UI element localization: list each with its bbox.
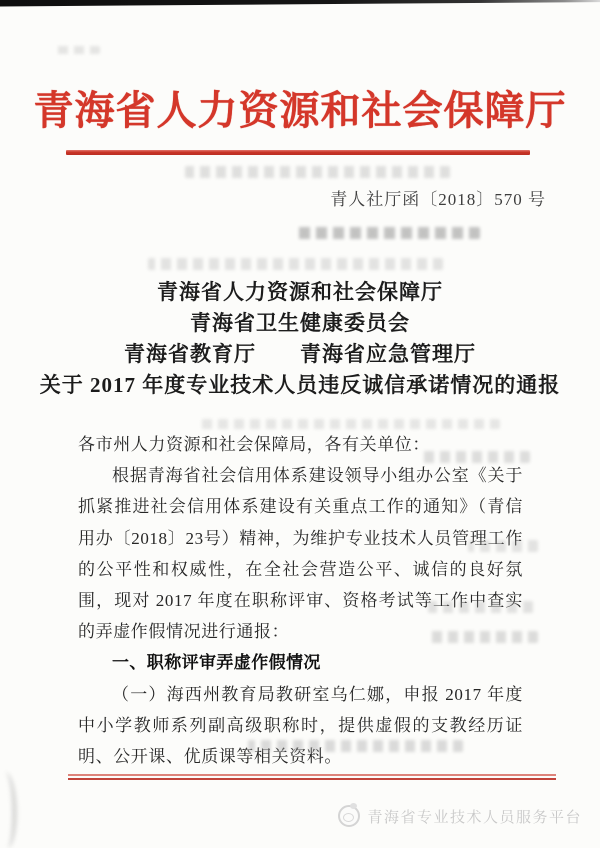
- bleed-through-artifact: [428, 601, 533, 613]
- scan-edge-artifact: [0, 0, 600, 7]
- bleed-through-artifact: [200, 419, 500, 429]
- bleed-through-artifact: [52, 46, 100, 54]
- platform-watermark: [338, 805, 582, 827]
- platform-watermark-label: 青海省专业技术人员服务平台: [367, 808, 582, 826]
- bleed-through-artifact: [148, 258, 443, 270]
- letterhead-rule: [66, 150, 530, 155]
- title-line-agency-2: 青海省卫生健康委员会: [190, 311, 410, 335]
- title-line-subject: 关于 2017 年度专业技术人员违反诚信承诺情况的通报: [39, 373, 561, 397]
- bleed-through-artifact: [430, 631, 538, 643]
- platform-logo-icon: [338, 805, 360, 827]
- title-line-agency-3: 青海省教育厅 青海省应急管理厅: [124, 342, 476, 366]
- section-heading: 一、职称评审弄虚作假情况: [112, 653, 321, 673]
- body-paragraph: 根据青海省社会信用体系建设领导小组办公室《关于抓紧推进社会信用体系建设有关重点工作的通知》（青信用办〔2018〕23号）精神，为维护专业技术人员管理工作的公平性和权威性，在全社会营造公平、诚信的良好氛围，现对 2017 年度在职称评审、资格考试等工作中查实的弄虚作假情况进行通报：: [78, 466, 523, 642]
- title-line-agency-1: 青海省人力资源和社会保障厅: [157, 280, 443, 304]
- bleed-through-artifact: [185, 166, 450, 178]
- letterhead-title: 青海省人力资源和社会保障厅: [33, 88, 567, 133]
- document-number: 青人社厅函〔2018〕570 号: [330, 190, 546, 209]
- body-paragraph: （一）海西州教育局教研室乌仁娜，申报 2017 年度中小学教师系列副高级职称时，提供虚假的支教经历证明、公开课、优质课等相关资料。: [78, 684, 523, 767]
- bleed-through-artifact: [248, 740, 463, 752]
- bleed-through-artifact: [468, 540, 538, 552]
- footer-rule: [68, 774, 556, 780]
- document-title-block: [0, 277, 600, 401]
- salutation-line: 各市州人力资源和社会保障局，各有关单位：: [78, 435, 430, 454]
- page-curl-artifact: [0, 772, 17, 848]
- bleed-through-artifact: [298, 227, 480, 239]
